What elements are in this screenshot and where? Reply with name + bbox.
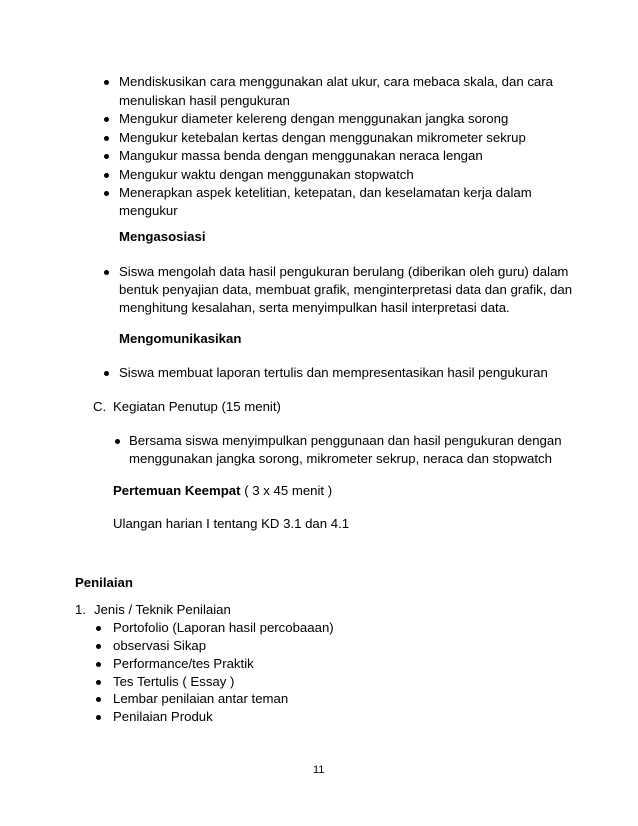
numbered-label: 1.: [75, 602, 86, 617]
bullet-icon: [104, 270, 109, 275]
section-title-kegiatan-penutup: Kegiatan Penutup (15 menit): [113, 399, 281, 414]
list-item-line: Mengukur waktu dengan menggunakan stopwatch: [119, 167, 414, 182]
list-item-line: observasi Sikap: [113, 638, 207, 653]
pertemuan-keempat-title-bold: Pertemuan Keempat: [113, 483, 241, 498]
bullet-icon: [96, 662, 101, 667]
pertemuan-keempat-text: Ulangan harian I tentang KD 3.1 dan 4.1: [113, 516, 350, 531]
list-item-line: menuliskan hasil pengukuran: [119, 93, 290, 108]
bullet-icon: [115, 439, 120, 444]
pertemuan-keempat-duration: ( 3 x 45 menit ): [240, 483, 333, 498]
list-item-line: Lembar penilaian antar teman: [113, 691, 289, 706]
bullet-icon: [104, 117, 109, 122]
list-item-line: Mengukur ketebalan kertas dengan menggunakan mikrometer sekrup: [119, 130, 526, 145]
page-number: 11: [313, 764, 325, 776]
list-item-line: Portofolio (Laporan hasil percobaaan): [113, 620, 334, 635]
bullet-icon: [96, 626, 101, 631]
bullet-icon: [104, 371, 109, 376]
list-item-line: Siswa mengolah data hasil pengukuran berulang (diberikan oleh guru) dalam: [119, 264, 569, 279]
list-item-line: Mangukur massa benda dengan menggunakan neraca lengan: [119, 148, 483, 163]
bullet-icon: [104, 80, 109, 85]
numbered-title: Jenis / Teknik Penilaian: [94, 602, 231, 617]
list-item-line: Siswa membuat laporan tertulis dan mempresentasikan hasil pengukuran: [119, 365, 548, 380]
bullet-icon: [104, 154, 109, 159]
bullet-icon: [104, 136, 109, 141]
list-item-line: Mendiskusikan cara menggunakan alat ukur, cara mebaca skala, dan cara: [119, 74, 553, 89]
list-item-line: Mengukur diameter kelereng dengan menggunakan jangka sorong: [119, 111, 509, 126]
list-item-line: Tes Tertulis ( Essay ): [113, 674, 235, 689]
list-item-line: mengukur: [119, 203, 178, 218]
list-item-line: Performance/tes Praktik: [113, 656, 254, 671]
list-item-line: Menerapkan aspek ketelitian, ketepatan, dan keselamatan kerja dalam: [119, 185, 532, 200]
list-item-line: Bersama siswa menyimpulkan penggunaan dan hasil pengukuran dengan: [129, 433, 562, 448]
bullet-icon: [96, 697, 101, 702]
section-heading-penilaian: Penilaian: [75, 575, 133, 590]
bullet-icon: [96, 644, 101, 649]
section-label: C.: [93, 399, 107, 414]
list-item-line: menghitung kesalahan, serta menyimpulkan hasil interpretasi data.: [119, 300, 510, 315]
section-heading-mengasosiasi: Mengasosiasi: [119, 229, 206, 244]
pertemuan-keempat-title: [113, 483, 332, 499]
list-item-line: menggunakan jangka sorong, mikrometer sekrup, neraca dan stopwatch: [129, 451, 552, 466]
list-item-line: bentuk penyajian data, membuat grafik, menginterpretasi data dan grafik, dan: [119, 282, 573, 297]
section-heading-mengomunikasikan: Mengomunikasikan: [119, 331, 242, 346]
list-item-line: Penilaian Produk: [113, 709, 213, 724]
bullet-icon: [96, 715, 101, 720]
bullet-icon: [104, 191, 109, 196]
bullet-icon: [104, 173, 109, 178]
bullet-icon: [96, 680, 101, 685]
